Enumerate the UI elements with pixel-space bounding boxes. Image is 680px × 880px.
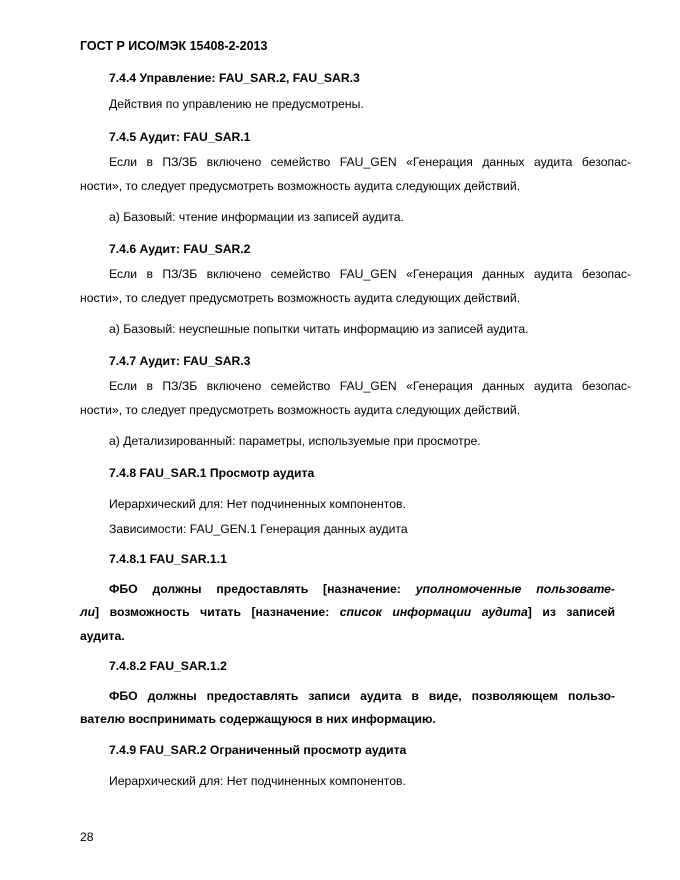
section-7-4-8-1-heading: 7.4.8.1 FAU_SAR.1.1 — [109, 552, 227, 566]
assignment-value-cont: ли — [80, 605, 96, 619]
section-7-4-4-text: Действия по управлению не предусмотрены. — [109, 97, 364, 111]
section-7-4-7-line2: ности», то следует предусмотреть возможность аудита следующих действий. — [80, 403, 521, 417]
section-7-4-8-hierarchy: Иерархический для: Нет подчиненных компонентов. — [109, 497, 406, 511]
section-7-4-7-item: а) Детализированный: параметры, используемые при просмотре. — [109, 434, 481, 448]
section-7-4-6-heading: 7.4.6 Аудит: FAU_SAR.2 — [109, 242, 251, 256]
section-7-4-6-item: а) Базовый: неуспешные попытки читать информацию из записей аудита. — [109, 322, 529, 336]
requirement-text: ФБО должны предоставлять [назначение: — [109, 582, 416, 596]
section-7-4-8-1-line1 — [109, 582, 615, 596]
section-7-4-5-heading: 7.4.5 Аудит: FAU_SAR.1 — [109, 130, 251, 144]
section-7-4-9-hierarchy: Иерархический для: Нет подчиненных компонентов. — [109, 774, 406, 788]
section-7-4-8-2-heading: 7.4.8.2 FAU_SAR.1.2 — [109, 659, 227, 673]
section-7-4-8-heading: 7.4.8 FAU_SAR.1 Просмотр аудита — [109, 466, 315, 480]
section-7-4-4-heading: 7.4.4 Управление: FAU_SAR.2, FAU_SAR.3 — [109, 71, 360, 85]
assignment-value: уполномоченные пользовате- — [415, 582, 615, 596]
section-7-4-8-2-line1: ФБО должны предоставлять записи аудита в виде, позволяющем пользо- — [109, 689, 615, 703]
section-7-4-7-line1: Если в ПЗ/ЗБ включено семейство FAU_GEN «Генерация данных аудита безопас- — [109, 379, 631, 393]
section-7-4-8-2-line2: вателю воспринимать содержащуюся в них информацию. — [80, 712, 436, 726]
section-7-4-6-line2: ности», то следует предусмотреть возможность аудита следующих действий. — [80, 291, 521, 305]
section-7-4-5-item: а) Базовый: чтение информации из записей аудита. — [109, 210, 404, 224]
page-number: 28 — [80, 830, 94, 844]
section-7-4-7-heading: 7.4.7 Аудит: FAU_SAR.3 — [109, 354, 251, 368]
requirement-text: ] из записей — [527, 605, 615, 619]
section-7-4-8-1-line2 — [80, 605, 615, 619]
section-7-4-5-line2: ности», то следует предусмотреть возможность аудита следующих действий. — [80, 179, 521, 193]
requirement-text: ] возможность читать [назначение: — [95, 605, 340, 619]
assignment-value: список информации аудита — [339, 605, 528, 619]
section-7-4-8-1-line3: аудита. — [80, 629, 125, 643]
section-7-4-9-heading: 7.4.9 FAU_SAR.2 Ограниченный просмотр аудита — [109, 743, 407, 757]
section-7-4-6-line1: Если в ПЗ/ЗБ включено семейство FAU_GEN «Генерация данных аудита безопас- — [109, 267, 631, 281]
section-7-4-5-line1: Если в ПЗ/ЗБ включено семейство FAU_GEN «Генерация данных аудита безопас- — [109, 155, 631, 169]
section-7-4-8-dependencies: Зависимости: FAU_GEN.1 Генерация данных аудита — [109, 522, 408, 536]
document-header: ГОСТ Р ИСО/МЭК 15408-2-2013 — [80, 39, 268, 53]
